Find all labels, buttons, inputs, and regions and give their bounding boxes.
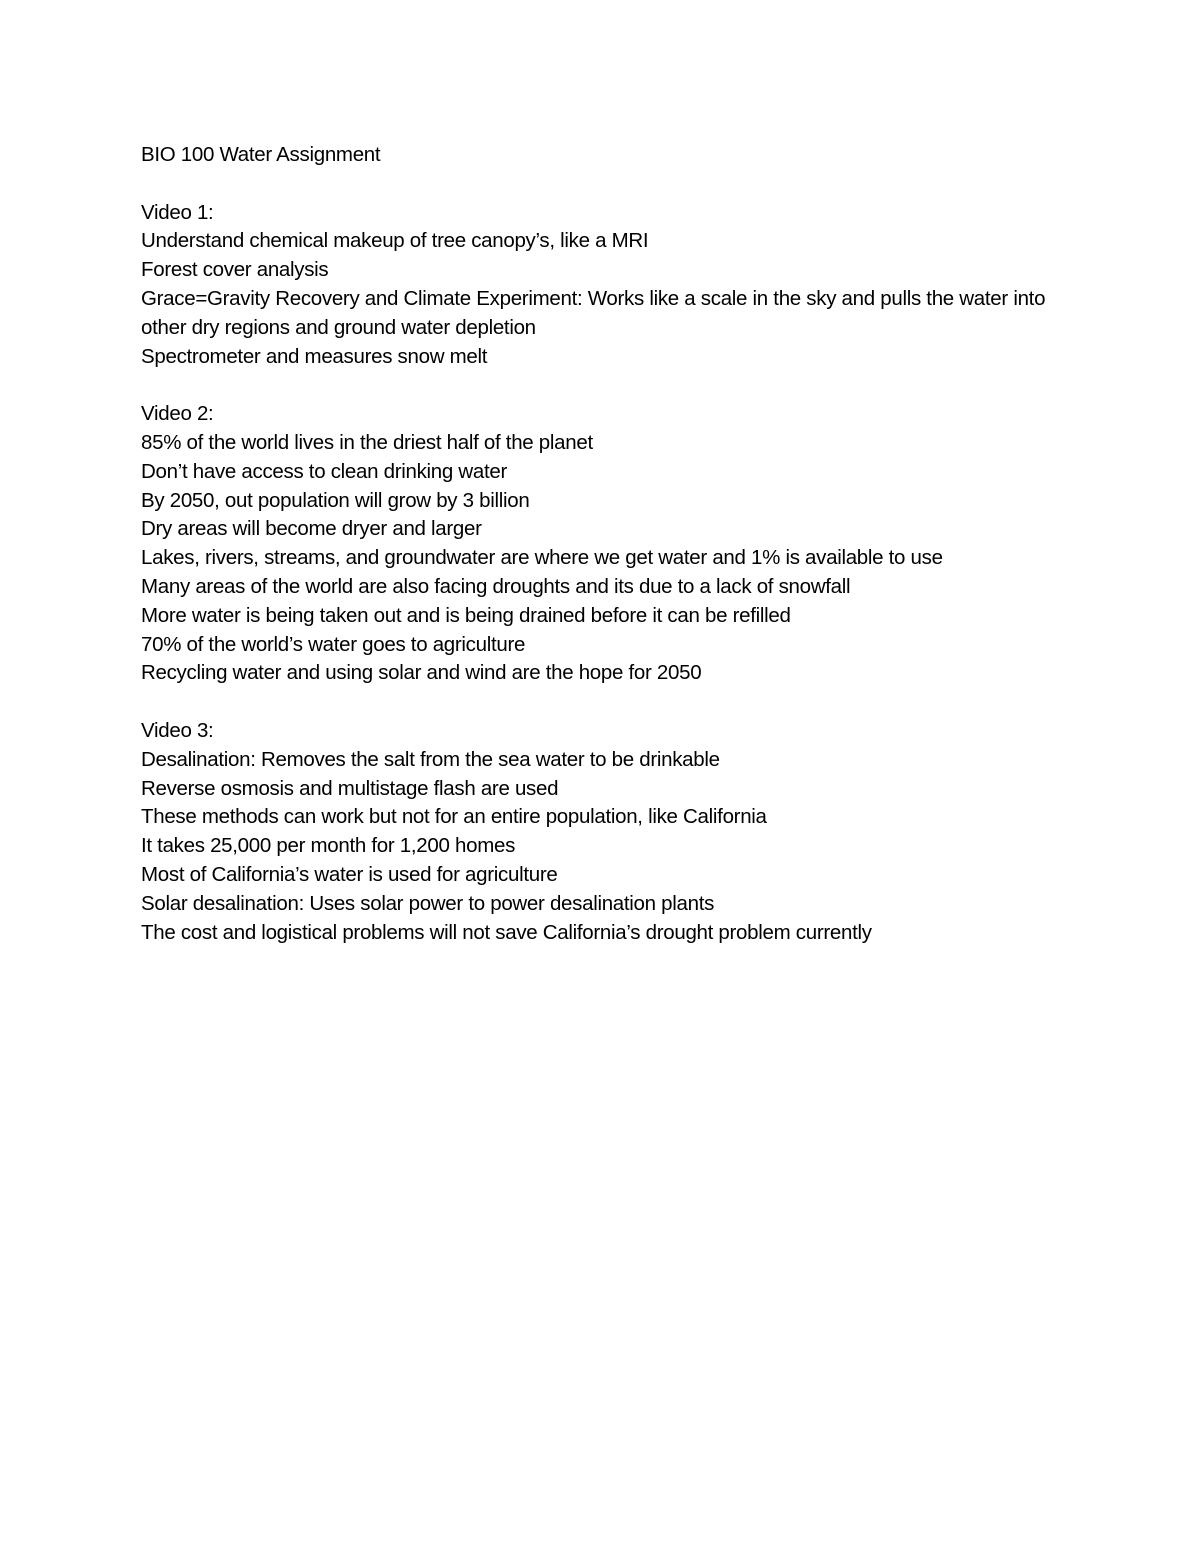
note-line: Forest cover analysis bbox=[141, 258, 329, 282]
note-line: Don’t have access to clean drinking water bbox=[141, 459, 508, 483]
section-heading: Video 2: bbox=[141, 402, 214, 426]
section-video-2 bbox=[141, 400, 1071, 688]
note-line: Recycling water and using solar and wind are the hope for 2050 bbox=[141, 661, 702, 685]
note-line: More water is being taken out and is being drained before it can be refilled bbox=[141, 603, 791, 627]
note-line: By 2050, out population will grow by 3 billion bbox=[141, 488, 530, 512]
document-title: BIO 100 Water Assignment bbox=[141, 143, 381, 166]
note-line: Grace=Gravity Recovery and Climate Experiment: Works like a scale in the sky and pulls the water into other dry regions and ground water depletion bbox=[141, 286, 1046, 339]
note-line: Reverse osmosis and multistage flash are used bbox=[141, 776, 559, 800]
section-video-3 bbox=[141, 717, 1071, 947]
section-video-1 bbox=[141, 199, 1071, 372]
note-line: 85% of the world lives in the driest half of the planet bbox=[141, 430, 593, 454]
section-heading: Video 3: bbox=[141, 718, 214, 742]
note-line: These methods can work but not for an entire population, like California bbox=[141, 805, 767, 829]
section-heading: Video 1: bbox=[141, 200, 214, 224]
note-line: Spectrometer and measures snow melt bbox=[141, 344, 488, 368]
document-body bbox=[141, 141, 1071, 976]
note-line: Understand chemical makeup of tree canopy’s, like a MRI bbox=[141, 229, 649, 253]
note-line: Many areas of the world are also facing droughts and its due to a lack of snowfall bbox=[141, 574, 851, 598]
note-line: Desalination: Removes the salt from the sea water to be drinkable bbox=[141, 747, 720, 771]
note-line: 70% of the world’s water goes to agriculture bbox=[141, 632, 526, 656]
note-line: Most of California’s water is used for agriculture bbox=[141, 862, 558, 886]
note-line: It takes 25,000 per month for 1,200 homes bbox=[141, 834, 516, 858]
note-line: Solar desalination: Uses solar power to power desalination plants bbox=[141, 891, 715, 915]
note-line: Lakes, rivers, streams, and groundwater are where we get water and 1% is available to use bbox=[141, 546, 943, 570]
note-line: Dry areas will become dryer and larger bbox=[141, 517, 482, 541]
note-line: The cost and logistical problems will not save California’s drought problem currently bbox=[141, 920, 872, 944]
